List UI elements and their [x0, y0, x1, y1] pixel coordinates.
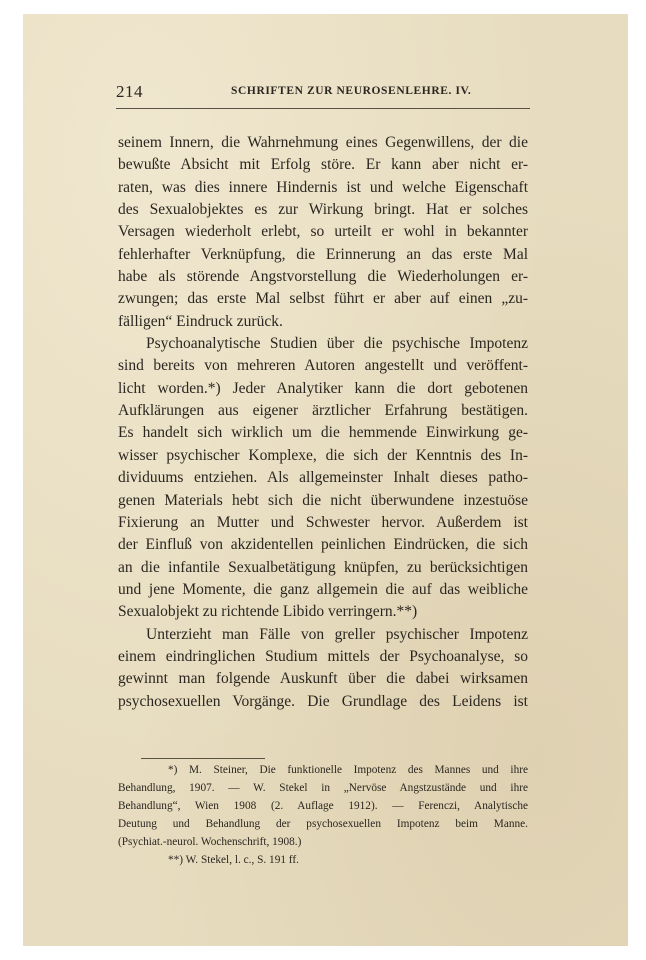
- text-line: psychosexuellen Vorgänge. Die Grundlage des Leidens ist: [118, 692, 528, 710]
- footnote-line: Deutung und Behandlung der psychosexuellen Impotenz beim Manne.: [118, 818, 528, 831]
- text-line: an die infantile Sexualbetätigung knüpfen, zu berücksichtigen: [118, 558, 528, 576]
- text-line: dividuums entziehen. Als allgemeinster Inhalt dieses patho-: [118, 469, 528, 487]
- body-text: [118, 132, 528, 713]
- text-line: Unterzieht man Fälle von greller psychischer Impotenz: [146, 625, 528, 643]
- text-line: sind bereits von mehreren Autoren angestellt und veröffent-: [118, 357, 528, 375]
- text-line: einem eindringlichen Studium mittels der Psychoanalyse, so: [118, 647, 528, 665]
- text-line: des Sexualobjektes es zur Wirkung bringt. Hat er solches: [118, 201, 528, 219]
- text-line: habe als störende Angstvorstellung die Wiederholungen er-: [118, 268, 528, 286]
- book-page: [23, 14, 628, 946]
- text-line: Fixierung an Mutter und Schwester hervor. Außerdem ist: [118, 513, 528, 531]
- text-line: Psychoanalytische Studien über die psychische Impotenz: [146, 335, 528, 353]
- text-line: Versagen wiederholt erlebt, so urteilt er wohl in bekannter: [118, 223, 528, 241]
- page-number: 214: [116, 82, 143, 101]
- text-line: fälligen“ Eindruck zurück.: [118, 312, 283, 330]
- footnote-line: **) W. Stekel, l. c., S. 191 ff.: [168, 854, 299, 867]
- header-rule: [116, 108, 530, 109]
- footnote-rule: [141, 758, 265, 759]
- text-line: bewußte Absicht mit Erfolg störe. Er kann aber nicht er-: [118, 156, 528, 174]
- footnote-line: Behandlung, 1907. — W. Stekel in „Nervöse Angstzustände und ihre: [118, 782, 528, 795]
- page-header: [116, 80, 528, 104]
- text-line: und jene Momente, die ganz allgemein die auf das weibliche: [118, 580, 528, 598]
- footnote-line: Behandlung“, Wien 1908 (2. Auflage 1912). — Ferenczi, Analytische: [118, 800, 528, 813]
- text-line: licht worden.*) Jeder Analytiker kann die dort gebotenen: [118, 379, 528, 397]
- text-line: genen Materials hebt sich die nicht überwundene inzestuöse: [118, 491, 528, 509]
- footnote-line: *) M. Steiner, Die funktionelle Impotenz des Mannes und ihre: [168, 764, 528, 776]
- footnote-line: (Psychiat.-neurol. Wochenschrift, 1908.): [118, 836, 302, 849]
- text-line: raten, was dies innere Hindernis ist und welche Eigenschaft: [118, 178, 528, 196]
- text-line: Aufklärungen aus eigener ärztlicher Erfahrung bestätigen.: [118, 402, 528, 420]
- text-line: seinem Innern, die Wahrnehmung eines Gegenwillens, der die: [118, 134, 528, 151]
- text-line: fehlerhafter Verknüpfung, die Erinnerung an das erste Mal: [118, 245, 528, 263]
- text-line: wisser psychischer Komplexe, die sich der Kenntnis des In-: [118, 446, 528, 464]
- running-title: SCHRIFTEN ZUR NEUROSENLEHRE. IV.: [231, 85, 472, 97]
- text-line: der Einfluß von akzidentellen peinlichen Eindrücken, die sich: [118, 536, 528, 554]
- text-line: Es handelt sich wirklich um die hemmende Einwirkung ge-: [118, 424, 528, 442]
- text-line: zwungen; das erste Mal selbst führt er aber auf einen „zu-: [118, 290, 528, 308]
- text-line: Sexualobjekt zu richtende Libido verringern.**): [118, 603, 418, 621]
- text-line: gewinnt man folgende Auskunft über die dabei wirksamen: [118, 670, 528, 688]
- footnotes: [118, 761, 528, 870]
